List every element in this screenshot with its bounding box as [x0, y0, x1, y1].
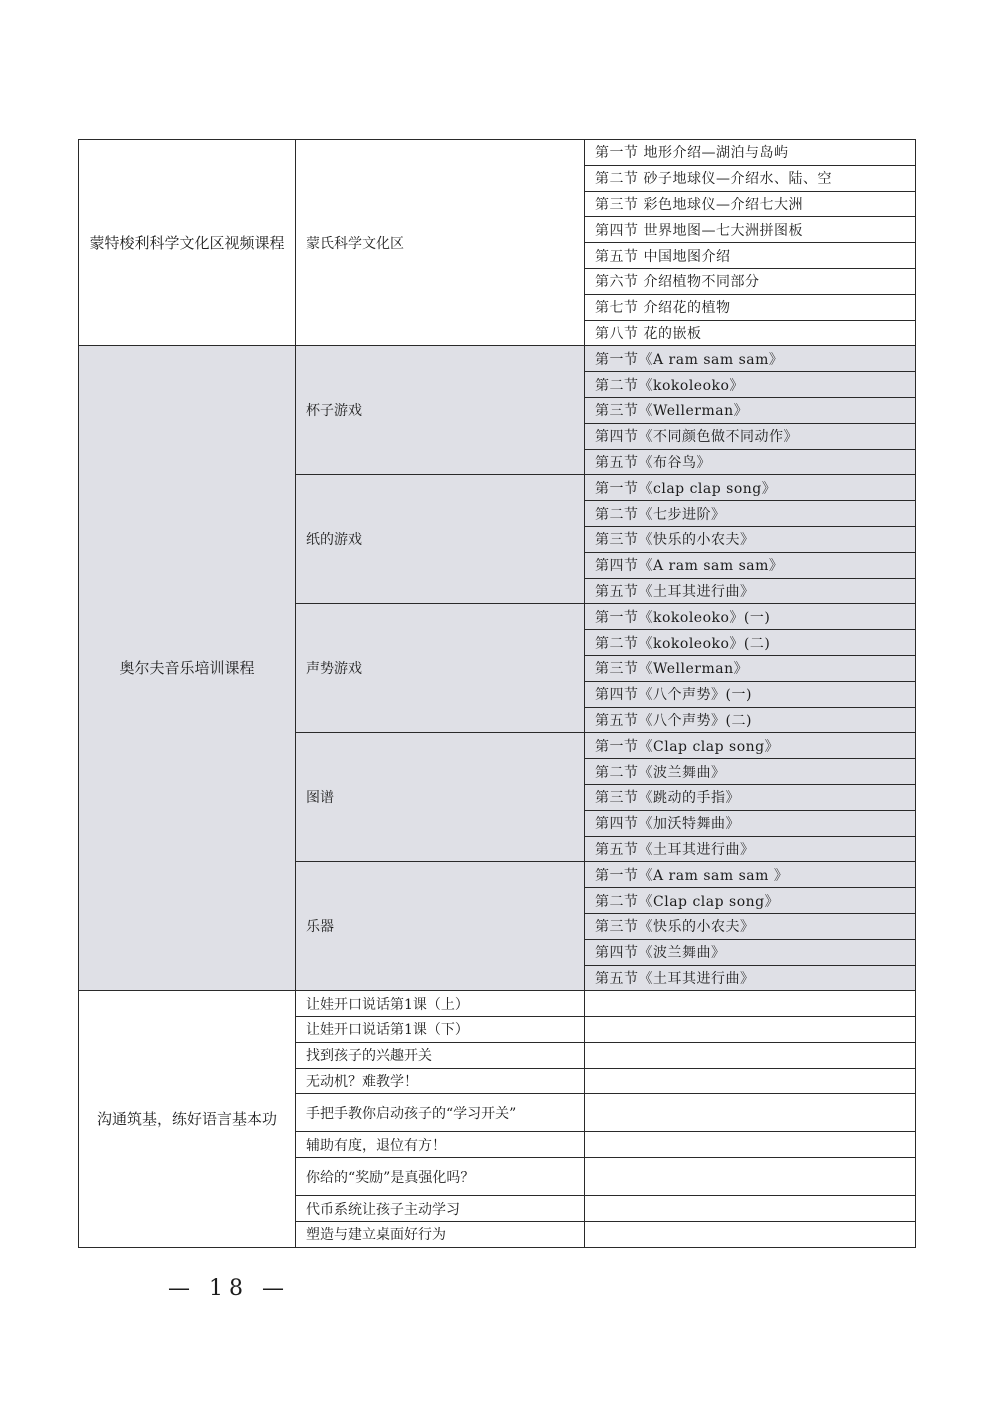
lesson-cell: 第二节《七步进阶》: [585, 501, 916, 527]
empty-cell: [585, 1196, 916, 1222]
lesson-cell: 第六节 介绍植物不同部分: [585, 268, 916, 294]
lesson-cell: 第五节《布谷鸟》: [585, 449, 916, 475]
lesson-title-cell: 你给的“奖励”是真强化吗？: [296, 1158, 585, 1196]
lesson-cell: 第二节《kokoleoko》(二): [585, 630, 916, 656]
lesson-cell: 第四节《加沃特舞曲》: [585, 810, 916, 836]
empty-cell: [585, 991, 916, 1017]
lesson-title-cell: 让娃开口说话第1课（下）: [296, 1017, 585, 1043]
module-cell-graphic-scores: 图谱: [296, 733, 585, 862]
lesson-cell: 第一节《clap clap song》: [585, 475, 916, 501]
lesson-cell: 第四节《波兰舞曲》: [585, 939, 916, 965]
module-cell-body-percussion: 声势游戏: [296, 604, 585, 733]
curriculum-table: [78, 139, 916, 1248]
lesson-cell: 第四节《A ram sam sam》: [585, 552, 916, 578]
lesson-cell: 第二节 砂子地球仪—介绍水、陆、空: [585, 165, 916, 191]
lesson-cell: 第三节《Wellerman》: [585, 397, 916, 423]
lesson-title-cell: 代币系统让孩子主动学习: [296, 1196, 585, 1222]
empty-cell: [585, 1068, 916, 1094]
lesson-cell: 第四节《不同颜色做不同动作》: [585, 423, 916, 449]
empty-cell: [585, 1042, 916, 1068]
lesson-cell: 第一节《A ram sam sam》: [585, 346, 916, 372]
category-cell-language: 沟通筑基，练好语言基本功: [79, 991, 296, 1248]
category-cell-orff: 奥尔夫音乐培训课程: [79, 346, 296, 991]
module-cell-instruments: 乐器: [296, 862, 585, 991]
lesson-cell: 第五节《土耳其进行曲》: [585, 965, 916, 991]
lesson-title-cell: 找到孩子的兴趣开关: [296, 1042, 585, 1068]
lesson-cell: 第四节《八个声势》(一): [585, 681, 916, 707]
lesson-title-cell: 手把手教你启动孩子的“学习开关”: [296, 1094, 585, 1132]
empty-cell: [585, 1017, 916, 1043]
lesson-cell: 第七节 介绍花的植物: [585, 294, 916, 320]
empty-cell: [585, 1222, 916, 1248]
lesson-cell: 第八节 花的嵌板: [585, 320, 916, 346]
module-cell-montessori: 蒙氏科学文化区: [296, 140, 585, 346]
lesson-title-cell: 辅助有度，退位有方！: [296, 1132, 585, 1158]
lesson-cell: 第一节《kokoleoko》(一): [585, 604, 916, 630]
lesson-cell: 第三节《快乐的小农夫》: [585, 526, 916, 552]
lesson-cell: 第二节《kokoleoko》: [585, 372, 916, 398]
lesson-cell: 第一节《Clap clap song》: [585, 733, 916, 759]
module-cell-cup-games: 杯子游戏: [296, 346, 585, 475]
lesson-cell: 第四节 世界地图—七大洲拼图板: [585, 217, 916, 243]
lesson-cell: 第五节《八个声势》(二): [585, 707, 916, 733]
empty-cell: [585, 1158, 916, 1196]
table-row: [79, 140, 916, 166]
category-cell-montessori: 蒙特梭利科学文化区视频课程: [79, 140, 296, 346]
lesson-cell: 第五节《土耳其进行曲》: [585, 836, 916, 862]
lesson-cell: 第三节《快乐的小农夫》: [585, 913, 916, 939]
lesson-cell: 第三节《Wellerman》: [585, 655, 916, 681]
module-cell-paper-games: 纸的游戏: [296, 475, 585, 604]
lesson-cell: 第一节《A ram sam sam 》: [585, 862, 916, 888]
empty-cell: [585, 1094, 916, 1132]
page-number: — 18 —: [168, 1276, 290, 1301]
lesson-cell: 第五节《土耳其进行曲》: [585, 578, 916, 604]
lesson-title-cell: 让娃开口说话第1课（上）: [296, 991, 585, 1017]
lesson-title-cell: 无动机？难教学！: [296, 1068, 585, 1094]
lesson-cell: 第五节 中国地图介绍: [585, 243, 916, 269]
lesson-cell: 第一节 地形介绍—湖泊与岛屿: [585, 140, 916, 166]
table-row: [79, 991, 916, 1017]
lesson-title-cell: 塑造与建立桌面好行为: [296, 1222, 585, 1248]
lesson-cell: 第三节 彩色地球仪—介绍七大洲: [585, 191, 916, 217]
lesson-cell: 第二节《Clap clap song》: [585, 888, 916, 914]
lesson-cell: 第二节《波兰舞曲》: [585, 759, 916, 785]
empty-cell: [585, 1132, 916, 1158]
table-row: [79, 346, 916, 372]
lesson-cell: 第三节《跳动的手指》: [585, 784, 916, 810]
